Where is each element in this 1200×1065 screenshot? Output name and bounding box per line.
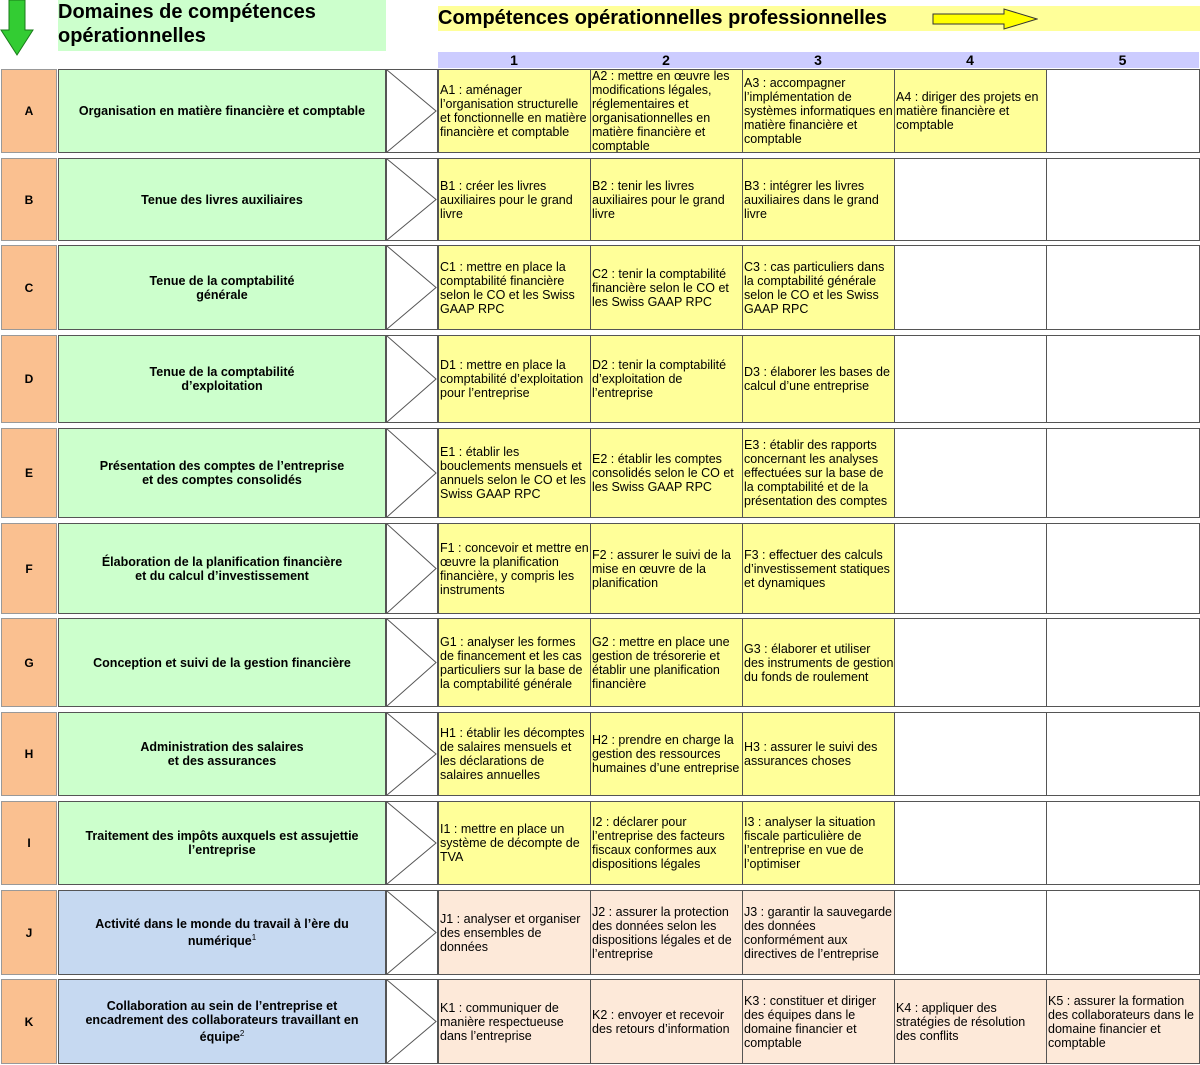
competence-cell-d1	[438, 335, 591, 423]
competence-cell-h1	[438, 712, 591, 796]
row-letter-j: J	[1, 890, 57, 975]
column-header-1: 1	[438, 52, 590, 68]
domain-label	[102, 555, 342, 583]
competence-text: G1 : analyser les formes de financement et les cas particuliers sur la base de la comptabilité générale	[440, 634, 583, 691]
row-letter-a: A	[1, 69, 57, 153]
competence-cell-j4	[894, 890, 1047, 975]
competence-cell-b3	[742, 158, 895, 241]
competence-cell-h3	[742, 712, 895, 796]
competence-text: A4 : diriger des projets en matière financière et comptable	[896, 90, 1039, 132]
domain-a	[58, 69, 386, 153]
domain-j	[58, 890, 386, 975]
domain-c	[58, 245, 386, 330]
row-letter-e: E	[1, 428, 57, 518]
competence-cell-e1	[438, 428, 591, 518]
competence-text: F2 : assurer le suivi de la mise en œuvre de la planification	[592, 547, 731, 590]
domain-label	[150, 365, 295, 393]
competence-cell-a5	[1046, 69, 1200, 153]
competence-cell-a1	[438, 69, 591, 153]
competence-cell-c3	[742, 245, 895, 330]
row-letter-i: I	[1, 801, 57, 885]
chevron-arrow-icon	[386, 979, 438, 1064]
chevron-arrow-icon	[386, 69, 438, 153]
competence-cell-e5	[1046, 428, 1200, 518]
competence-cell-i1	[438, 801, 591, 885]
domain-d	[58, 335, 386, 423]
competence-cell-f4	[894, 523, 1047, 614]
column-header-2: 2	[590, 52, 742, 68]
competence-cell-j5	[1046, 890, 1200, 975]
competence-cell-h4	[894, 712, 1047, 796]
competence-text: F3 : effectuer des calculs d’investissement statiques et dynamiques	[744, 547, 890, 590]
competence-text: K2 : envoyer et recevoir des retours d’information	[592, 1007, 730, 1036]
competence-cell-f5	[1046, 523, 1200, 614]
competence-text: B3 : intégrer les livres auxiliaires dans le grand livre	[744, 178, 879, 221]
row-letter-g: G	[1, 618, 57, 707]
competence-cell-b1	[438, 158, 591, 241]
competence-cell-k1	[438, 979, 591, 1064]
competence-text: J3 : garantir la sauvegarde des données conformément aux directives de l’entreprise	[744, 904, 893, 961]
domain-h	[58, 712, 386, 796]
row-letter-f: F	[1, 523, 57, 614]
competence-text: K4 : appliquer des stratégies de résolution des conflits	[896, 1000, 1026, 1043]
competence-text: A3 : accompagner l’implémentation de systèmes informatiques en matière financière et comptable	[744, 76, 893, 146]
row-letter-h: H	[1, 712, 57, 796]
competence-cell-j3	[742, 890, 895, 975]
domains-title: Domaines de compétences opérationnelles	[58, 0, 386, 51]
domain-label	[140, 740, 303, 768]
competence-cell-c2	[590, 245, 743, 330]
competence-cell-b2	[590, 158, 743, 241]
competence-cell-i2	[590, 801, 743, 885]
domain-label	[75, 917, 369, 948]
chevron-arrow-icon	[386, 335, 438, 423]
competence-text: I1 : mettre en place un système de décompte de TVA	[440, 822, 580, 864]
competence-text: F1 : concevoir et mettre en œuvre la planification financière, y compris les instruments	[440, 540, 589, 597]
competence-cell-j2	[590, 890, 743, 975]
competence-cell-e2	[590, 428, 743, 518]
domain-text: Activité dans le monde du travail à l’ère du numérique	[95, 916, 349, 949]
competence-cell-f3	[742, 523, 895, 614]
competence-text: C3 : cas particuliers dans la comptabilité générale selon le CO et les Swiss GAAP RPC	[744, 259, 885, 316]
competence-cell-i3	[742, 801, 895, 885]
competence-text: B1 : créer les livres auxiliaires pour le grand livre	[440, 178, 573, 221]
competence-cell-c5	[1046, 245, 1200, 330]
competence-text: D3 : élaborer les bases de calcul d’une entreprise	[744, 365, 890, 393]
competence-text: H1 : établir les décomptes de salaires mensuels et les déclarations de salaires annuelles	[440, 726, 585, 782]
competence-cell-d2	[590, 335, 743, 423]
down-arrow-icon	[0, 0, 34, 56]
domain-k	[58, 979, 386, 1064]
competence-cell-f1	[438, 523, 591, 614]
footnote-marker: 1	[251, 932, 257, 942]
competence-cell-a3	[742, 69, 895, 153]
domain-text: Traitement des impôts auxquels est assujettie l’entreprise	[85, 829, 359, 857]
domain-b	[58, 158, 386, 241]
competence-text: G2 : mettre en place une gestion de trésorerie et établir une planification financière	[592, 634, 730, 691]
row-letter-b: B	[1, 158, 57, 241]
competence-text: E3 : établir des rapports concernant les analyses effectuées sur la base de la comptabilité et de la présentation des comptes	[744, 438, 888, 508]
competence-cell-g2	[590, 618, 743, 707]
competence-text: A1 : aménager l’organisation structurelle et fonctionnelle en matière financière et comptable	[440, 83, 587, 139]
competence-text: A2 : mettre en œuvre les modifications légales, réglementaires et organisationnelles en matière financière et comptable	[592, 69, 730, 153]
competence-text: K3 : constituer et diriger des équipes dans le domaine financier et comptable	[744, 993, 877, 1050]
domain-text: Organisation en matière financière et comptable	[78, 104, 366, 118]
competence-text: J2 : assurer la protection des données selon les dispositions légales et de l’entreprise	[592, 904, 732, 961]
domain-text: Administration des salaires et des assurances	[140, 740, 304, 768]
domain-text: Tenue de la comptabilité d’exploitation	[149, 365, 295, 393]
domain-text: Présentation des comptes de l’entreprise et des comptes consolidés	[99, 459, 345, 487]
row-letter-k: K	[1, 979, 57, 1064]
chevron-arrow-icon	[386, 245, 438, 330]
competence-cell-b4	[894, 158, 1047, 241]
competence-text: I2 : déclarer pour l’entreprise des facteurs fiscaux conformes aux dispositions légales	[592, 815, 725, 871]
chevron-arrow-icon	[386, 158, 438, 241]
competence-cell-c4	[894, 245, 1047, 330]
domain-i	[58, 801, 386, 885]
competence-cell-d3	[742, 335, 895, 423]
competence-cell-d4	[894, 335, 1047, 423]
competence-cell-k2	[590, 979, 743, 1064]
competence-text: K5 : assurer la formation des collaborateurs dans le domaine financier et comptable	[1048, 993, 1194, 1050]
competence-cell-i5	[1046, 801, 1200, 885]
row-letter-c: C	[1, 245, 57, 330]
competence-text: C1 : mettre en place la comptabilité financière selon le CO et les Swiss GAAP RPC	[440, 259, 575, 316]
competence-cell-a4	[894, 69, 1047, 153]
competence-cell-a2	[590, 69, 743, 153]
competence-cell-d5	[1046, 335, 1200, 423]
domain-text: Collaboration au sein de l’entreprise et encadrement des collaborateurs travaillant en équipe	[85, 998, 359, 1045]
domain-e	[58, 428, 386, 518]
competence-cell-g5	[1046, 618, 1200, 707]
competence-text: K1 : communiquer de manière respectueuse dans l’entreprise	[440, 1000, 564, 1043]
competence-text: H2 : prendre en charge la gestion des ressources humaines d’une entreprise	[592, 733, 740, 775]
competence-text: J1 : analyser et organiser des ensembles de données	[440, 911, 581, 954]
competence-cell-i4	[894, 801, 1047, 885]
competence-cell-c1	[438, 245, 591, 330]
domain-label	[93, 656, 351, 670]
competence-cell-g4	[894, 618, 1047, 707]
competence-text: I3 : analyser la situation fiscale particulière de l’entreprise en vue de l’optimiser	[744, 815, 876, 871]
row-letter-d: D	[1, 335, 57, 423]
competence-cell-h2	[590, 712, 743, 796]
competence-text: D2 : tenir la comptabilité d’exploitation de l’entreprise	[592, 358, 727, 400]
competences-title: Compétences opérationnelles professionnelles	[438, 6, 1200, 31]
chevron-arrow-icon	[386, 618, 438, 707]
competence-cell-e4	[894, 428, 1047, 518]
domain-text: Conception et suivi de la gestion financière	[93, 655, 351, 670]
footnote-marker: 2	[239, 1028, 245, 1038]
column-header-4: 4	[894, 52, 1046, 68]
competence-cell-k5	[1046, 979, 1200, 1064]
chevron-arrow-icon	[386, 523, 438, 614]
competence-cell-h5	[1046, 712, 1200, 796]
competence-text: G3 : élaborer et utiliser des instruments de gestion du fonds de roulement	[744, 641, 894, 684]
competence-cell-k4	[894, 979, 1047, 1064]
competence-text: E1 : établir les bouclements mensuels et annuels selon le CO et les Swiss GAAP RPC	[440, 445, 586, 501]
domain-label	[79, 104, 365, 118]
domain-text: Élaboration de la planification financière et du calcul d’investissement	[101, 554, 343, 583]
domain-g	[58, 618, 386, 707]
domain-label	[141, 193, 303, 207]
chevron-arrow-icon	[386, 428, 438, 518]
competence-cell-b5	[1046, 158, 1200, 241]
domain-label	[100, 459, 345, 487]
chevron-arrow-icon	[386, 801, 438, 885]
competence-cell-e3	[742, 428, 895, 518]
competence-cell-g1	[438, 618, 591, 707]
competence-cell-k3	[742, 979, 895, 1064]
domain-label	[150, 274, 295, 302]
right-arrow-icon	[932, 8, 1038, 30]
competence-text: D1 : mettre en place la comptabilité d’exploitation pour l’entreprise	[440, 358, 584, 400]
chevron-arrow-icon	[386, 712, 438, 796]
competence-cell-g3	[742, 618, 895, 707]
domain-text: Tenue des livres auxiliaires	[141, 192, 303, 207]
competence-text: B2 : tenir les livres auxiliaires pour le grand livre	[592, 178, 725, 221]
competence-cell-j1	[438, 890, 591, 975]
competence-cell-f2	[590, 523, 743, 614]
competence-text: E2 : établir les comptes consolidés selon le CO et les Swiss GAAP RPC	[592, 452, 734, 494]
column-header-5: 5	[1046, 52, 1199, 68]
domain-label	[75, 999, 369, 1044]
domain-label	[85, 829, 358, 857]
chevron-arrow-icon	[386, 890, 438, 975]
competence-text: H3 : assurer le suivi des assurances choses	[744, 740, 878, 768]
domain-f	[58, 523, 386, 614]
competence-text: C2 : tenir la comptabilité financière selon le CO et les Swiss GAAP RPC	[592, 266, 729, 309]
column-header-3: 3	[742, 52, 894, 68]
domain-text: Tenue de la comptabilité générale	[149, 273, 295, 302]
